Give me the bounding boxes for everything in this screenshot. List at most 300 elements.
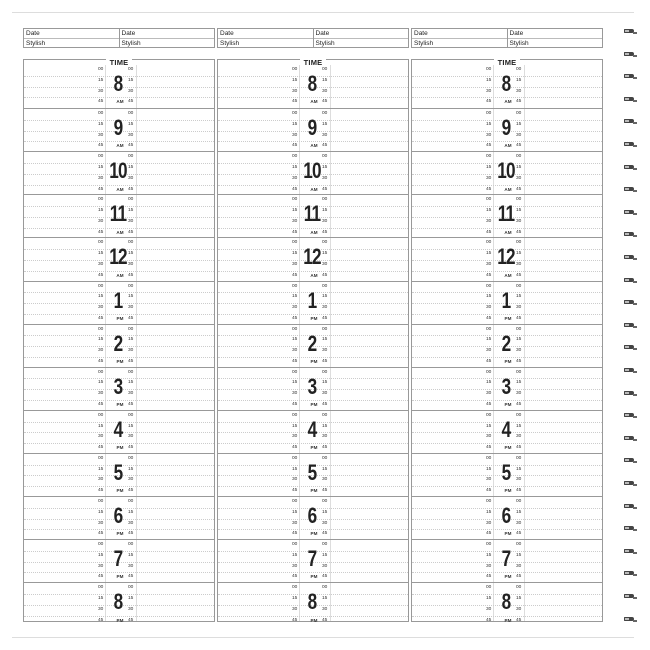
minute-label-right: 00 <box>128 499 134 504</box>
hour-number: 1 <box>501 287 511 313</box>
hour-number: 10 <box>497 158 515 184</box>
minute-label-left: 30 <box>292 391 298 397</box>
hour-block[interactable] <box>218 410 408 453</box>
ring-hole <box>625 30 629 32</box>
hour-block[interactable] <box>412 281 602 324</box>
quarter-line <box>412 529 602 530</box>
time-label: TIME <box>494 59 520 67</box>
binding-ring <box>624 525 636 533</box>
hour-number: 10 <box>109 158 127 184</box>
hour-number: 6 <box>113 503 123 528</box>
minute-label-left: 00 <box>98 154 104 160</box>
minute-label-left: 45 <box>292 445 298 451</box>
ring-tip <box>633 235 637 237</box>
hour-number: 8 <box>501 589 511 615</box>
minute-label-right: 30 <box>516 132 522 138</box>
minute-label-left: 15 <box>98 595 104 601</box>
minute-label-left: 45 <box>486 358 492 364</box>
quarter-line <box>24 271 214 272</box>
minute-label-right: 00 <box>322 154 328 160</box>
ring-hole <box>625 527 629 529</box>
minute-label-right: 15 <box>322 164 328 170</box>
minute-label-left: 15 <box>292 208 298 214</box>
hour-block[interactable] <box>412 324 602 367</box>
minute-label-left: 00 <box>486 283 492 289</box>
minute-label-right: 15 <box>322 337 328 343</box>
hour-number: 2 <box>307 330 317 356</box>
binding-ring <box>624 164 636 172</box>
minute-label-left: 15 <box>486 552 492 558</box>
hour-block[interactable] <box>24 410 214 453</box>
minute-label-right: 15 <box>322 595 328 601</box>
period-label: AM <box>504 229 512 235</box>
hour-number: 1 <box>113 287 123 313</box>
period-label: PM <box>504 617 512 623</box>
hour-number: 2 <box>501 330 511 356</box>
minute-label-right: 00 <box>322 499 328 504</box>
date-field[interactable]: Date <box>26 30 40 37</box>
minute-label-right: 15 <box>516 423 522 429</box>
binding-ring <box>624 593 636 601</box>
minute-label-left: 15 <box>486 208 492 214</box>
hour-block[interactable] <box>412 496 602 539</box>
stylist-field[interactable]: Stylish <box>508 38 603 48</box>
minute-label-right: 30 <box>128 606 134 612</box>
minute-label-left: 00 <box>292 197 298 203</box>
minute-label-right: 30 <box>322 391 328 397</box>
minute-label-right: 30 <box>128 520 134 526</box>
period-label: AM <box>504 99 512 105</box>
minute-label-left: 15 <box>292 121 298 127</box>
ring-tip <box>633 507 637 509</box>
minute-label-left: 30 <box>486 520 492 526</box>
hour-block[interactable] <box>24 237 214 280</box>
hour-block[interactable] <box>412 108 602 151</box>
minute-label-right: 30 <box>322 261 328 267</box>
hour-number: 5 <box>501 459 511 485</box>
minute-label-right: 15 <box>322 552 328 558</box>
quarter-line <box>218 357 408 358</box>
ring-hole <box>625 550 629 552</box>
hour-block[interactable] <box>412 151 602 194</box>
hour-block[interactable] <box>412 539 602 582</box>
minute-label-right: 30 <box>322 132 328 138</box>
ring-tip <box>633 348 637 350</box>
minute-label-left: 15 <box>98 251 104 257</box>
minute-label-left: 15 <box>292 294 298 300</box>
minute-label-left: 30 <box>292 563 298 569</box>
binding-ring <box>624 616 636 624</box>
hour-block[interactable] <box>218 582 408 625</box>
minute-label-right: 30 <box>128 477 134 483</box>
minute-label-right: 30 <box>516 391 522 397</box>
minute-label-right: 15 <box>516 552 522 558</box>
hour-block[interactable] <box>412 194 602 237</box>
minute-label-right: 45 <box>516 186 522 192</box>
hour-block[interactable] <box>218 108 408 151</box>
quarter-line <box>24 228 214 229</box>
hour-block[interactable] <box>24 324 214 367</box>
stylist-field[interactable]: Stylish <box>120 38 215 48</box>
minute-label-left: 00 <box>292 369 298 375</box>
minute-label-left: 00 <box>486 111 492 117</box>
ring-hole <box>625 53 629 55</box>
quarter-line <box>412 314 602 315</box>
minute-label-right: 00 <box>516 197 522 203</box>
minute-label-right: 15 <box>128 164 134 170</box>
quarter-line <box>24 443 214 444</box>
quarter-line <box>412 271 602 272</box>
minute-label-left: 00 <box>292 67 298 72</box>
minute-label-left: 45 <box>486 617 492 623</box>
minute-label-left: 15 <box>486 77 492 83</box>
minute-label-right: 00 <box>322 283 328 289</box>
quarter-line <box>218 185 408 186</box>
hour-block[interactable] <box>218 65 408 108</box>
hour-block[interactable] <box>218 237 408 280</box>
minute-label-left: 30 <box>292 434 298 440</box>
minute-label-right: 00 <box>128 67 134 72</box>
quarter-line <box>24 141 214 142</box>
minute-label-left: 00 <box>98 326 104 332</box>
minute-label-left: 30 <box>98 606 104 612</box>
minute-label-right: 00 <box>516 283 522 289</box>
minute-label-left: 45 <box>292 574 298 580</box>
hour-block[interactable] <box>412 65 602 108</box>
minute-label-right: 45 <box>516 315 522 321</box>
ring-tip <box>633 484 637 486</box>
minute-label-left: 15 <box>98 423 104 429</box>
hour-block[interactable] <box>412 410 602 453</box>
stylist-field[interactable]: Stylish <box>412 38 507 48</box>
ring-tip <box>633 258 637 260</box>
minute-label-left: 15 <box>292 380 298 386</box>
minute-label-right: 30 <box>128 348 134 354</box>
minute-label-left: 30 <box>486 88 492 94</box>
ring-hole <box>625 618 629 620</box>
ring-hole <box>625 279 629 281</box>
minute-label-right: 00 <box>128 111 134 117</box>
minute-label-left: 30 <box>292 348 298 354</box>
hour-block[interactable] <box>24 281 214 324</box>
minute-label-right: 45 <box>128 445 134 451</box>
hour-block[interactable] <box>218 281 408 324</box>
quarter-line <box>412 443 602 444</box>
minute-label-left: 00 <box>292 585 298 591</box>
minute-label-left: 15 <box>292 552 298 558</box>
minute-label-left: 30 <box>486 434 492 440</box>
period-label: PM <box>504 402 512 407</box>
minute-label-left: 45 <box>292 358 298 364</box>
quarter-line <box>412 400 602 401</box>
minute-label-right: 15 <box>128 423 134 429</box>
minute-label-left: 45 <box>292 186 298 192</box>
minute-label-right: 30 <box>516 88 522 94</box>
hour-number: 8 <box>113 589 123 615</box>
minute-label-left: 15 <box>98 509 104 515</box>
period-label: AM <box>116 143 124 149</box>
minute-label-left: 45 <box>292 229 298 235</box>
minute-label-right: 30 <box>516 606 522 612</box>
date-field[interactable]: Date <box>509 30 524 37</box>
minute-label-right: 30 <box>128 563 134 569</box>
minute-label-right: 15 <box>516 294 522 300</box>
minute-label-right: 30 <box>516 477 522 483</box>
minute-label-left: 30 <box>486 305 492 311</box>
minute-label-right: 00 <box>322 455 328 461</box>
hour-number: 9 <box>307 115 317 141</box>
minute-label-right: 45 <box>516 531 522 537</box>
minute-label-left: 45 <box>98 99 104 105</box>
minute-label-left: 45 <box>486 229 492 235</box>
hour-block[interactable] <box>24 194 214 237</box>
hour-number: 11 <box>497 201 515 227</box>
minute-label-right: 45 <box>516 402 522 407</box>
minute-label-left: 15 <box>486 294 492 300</box>
minute-label-right: 15 <box>322 77 328 83</box>
minute-label-left: 45 <box>486 402 492 407</box>
minute-label-right: 30 <box>516 563 522 569</box>
hour-block[interactable] <box>218 539 408 582</box>
minute-label-right: 00 <box>128 240 134 246</box>
hour-block[interactable] <box>24 151 214 194</box>
header-left-column <box>412 29 507 47</box>
hour-block[interactable] <box>412 582 602 625</box>
minute-label-right: 30 <box>322 348 328 354</box>
quarter-line <box>218 97 408 98</box>
period-label: PM <box>504 445 512 451</box>
minute-label-left: 45 <box>98 617 104 623</box>
hour-block[interactable] <box>218 367 408 410</box>
period-label: PM <box>116 488 124 494</box>
minute-label-right: 15 <box>516 380 522 386</box>
minute-label-right: 00 <box>322 585 328 591</box>
hour-block[interactable] <box>412 367 602 410</box>
hour-block[interactable] <box>412 237 602 280</box>
hour-block[interactable] <box>24 539 214 582</box>
stylist-field[interactable]: Stylish <box>24 38 119 48</box>
binding-ring <box>624 73 636 81</box>
minute-label-right: 15 <box>322 251 328 257</box>
hour-block[interactable] <box>218 453 408 496</box>
minute-label-left: 45 <box>98 229 104 235</box>
binding-ring <box>624 412 636 420</box>
hour-block[interactable] <box>24 108 214 151</box>
minute-label-left: 30 <box>98 218 104 224</box>
minute-label-left: 00 <box>486 197 492 203</box>
hour-block[interactable] <box>24 453 214 496</box>
period-label: PM <box>116 531 124 537</box>
minute-label-left: 00 <box>98 585 104 591</box>
schedule-column <box>411 59 603 622</box>
ring-hole <box>625 233 629 235</box>
date-field[interactable]: Date <box>315 30 330 37</box>
minute-label-right: 00 <box>128 369 134 375</box>
minute-label-right: 30 <box>128 305 134 311</box>
ring-hole <box>625 482 629 484</box>
minute-label-right: 30 <box>128 88 134 94</box>
minute-label-right: 45 <box>128 229 134 235</box>
hour-block[interactable] <box>24 496 214 539</box>
minute-label-right: 45 <box>516 272 522 278</box>
minute-label-right: 15 <box>322 509 328 515</box>
minute-label-right: 45 <box>128 531 134 537</box>
minute-label-right: 15 <box>128 251 134 257</box>
minute-label-left: 45 <box>292 143 298 149</box>
minute-label-left: 00 <box>98 67 104 72</box>
stylist-field[interactable]: Stylish <box>218 38 313 48</box>
ring-hole <box>625 437 629 439</box>
date-field[interactable]: Date <box>414 30 428 37</box>
minute-label-left: 00 <box>486 154 492 160</box>
minute-label-left: 45 <box>486 574 492 580</box>
minute-label-right: 45 <box>128 186 134 192</box>
binding-ring <box>624 548 636 556</box>
minute-label-right: 30 <box>322 563 328 569</box>
binding-ring <box>624 96 636 104</box>
period-label: PM <box>310 617 318 623</box>
quarter-line <box>24 314 214 315</box>
hour-block[interactable] <box>218 151 408 194</box>
minute-label-right: 15 <box>516 595 522 601</box>
minute-label-left: 30 <box>98 348 104 354</box>
hour-block[interactable] <box>218 194 408 237</box>
hour-number: 2 <box>113 330 123 356</box>
quarter-line <box>24 400 214 401</box>
period-label: PM <box>310 315 318 321</box>
minute-label-left: 45 <box>292 617 298 623</box>
minute-label-right: 45 <box>322 143 328 149</box>
binding-ring <box>624 570 636 578</box>
binding-ring <box>624 299 636 307</box>
ring-tip <box>633 529 637 531</box>
ring-tip <box>633 394 637 396</box>
hour-number: 7 <box>307 546 317 572</box>
minute-label-left: 45 <box>486 488 492 494</box>
minute-label-right: 45 <box>516 358 522 364</box>
header-box <box>23 28 215 48</box>
minute-label-left: 00 <box>292 154 298 160</box>
header-box <box>411 28 603 48</box>
period-label: PM <box>504 315 512 321</box>
minute-label-left: 00 <box>98 197 104 203</box>
minute-label-left: 30 <box>98 477 104 483</box>
minute-label-left: 15 <box>292 466 298 472</box>
minute-label-left: 30 <box>292 477 298 483</box>
ring-tip <box>633 439 637 441</box>
ring-hole <box>625 595 629 597</box>
minute-label-right: 15 <box>516 337 522 343</box>
period-label: AM <box>504 272 512 278</box>
ring-hole <box>625 505 629 507</box>
minute-label-right: 15 <box>128 466 134 472</box>
minute-label-left: 45 <box>98 574 104 580</box>
minute-label-left: 00 <box>486 412 492 418</box>
ring-tip <box>633 77 637 79</box>
ring-hole <box>625 392 629 394</box>
ring-tip <box>633 281 637 283</box>
hour-block[interactable] <box>412 453 602 496</box>
minute-label-right: 45 <box>322 99 328 105</box>
hour-block[interactable] <box>24 65 214 108</box>
hour-number: 6 <box>307 503 317 528</box>
minute-label-left: 45 <box>98 186 104 192</box>
period-label: PM <box>310 488 318 494</box>
ring-tip <box>633 55 637 57</box>
minute-label-left: 00 <box>98 369 104 375</box>
minute-label-left: 15 <box>486 251 492 257</box>
minute-label-right: 30 <box>128 261 134 267</box>
binding-ring <box>624 209 636 217</box>
minute-label-left: 15 <box>98 121 104 127</box>
minute-label-right: 15 <box>322 466 328 472</box>
minute-label-left: 30 <box>98 261 104 267</box>
minute-label-right: 45 <box>516 445 522 451</box>
minute-label-left: 00 <box>292 455 298 461</box>
minute-label-right: 15 <box>516 208 522 214</box>
quarter-line <box>412 228 602 229</box>
minute-label-right: 30 <box>128 391 134 397</box>
minute-label-right: 45 <box>128 488 134 494</box>
quarter-line <box>412 357 602 358</box>
binding-ring <box>624 186 636 194</box>
minute-label-right: 30 <box>128 218 134 224</box>
ring-tip <box>633 461 637 463</box>
minute-label-left: 30 <box>486 175 492 181</box>
hour-number: 11 <box>303 201 321 227</box>
hour-number: 3 <box>307 373 317 399</box>
ring-hole <box>625 414 629 416</box>
minute-label-right: 30 <box>322 88 328 94</box>
minute-label-right: 00 <box>516 369 522 375</box>
minute-label-right: 15 <box>128 595 134 601</box>
minute-label-right: 00 <box>322 111 328 117</box>
minute-label-left: 15 <box>486 423 492 429</box>
quarter-line <box>412 141 602 142</box>
minute-label-right: 45 <box>128 358 134 364</box>
quarter-line <box>218 271 408 272</box>
minute-label-left: 00 <box>486 455 492 461</box>
minute-label-right: 30 <box>516 520 522 526</box>
minute-label-left: 30 <box>486 563 492 569</box>
minute-label-right: 30 <box>516 218 522 224</box>
hour-block[interactable] <box>218 324 408 367</box>
minute-label-left: 15 <box>292 164 298 170</box>
hour-block[interactable] <box>24 582 214 625</box>
date-field[interactable]: Date <box>220 30 234 37</box>
minute-label-right: 30 <box>322 606 328 612</box>
minute-label-right: 45 <box>322 445 328 451</box>
period-label: AM <box>504 143 512 149</box>
quarter-line <box>412 572 602 573</box>
stylist-field[interactable]: Stylish <box>314 38 409 48</box>
minute-label-right: 45 <box>322 315 328 321</box>
minute-label-right: 00 <box>516 240 522 246</box>
minute-label-left: 30 <box>292 175 298 181</box>
date-field[interactable]: Date <box>121 30 136 37</box>
minute-label-left: 45 <box>98 531 104 537</box>
period-label: AM <box>504 186 512 192</box>
hour-block[interactable] <box>24 367 214 410</box>
ring-tip <box>633 100 637 102</box>
period-label: PM <box>504 488 512 494</box>
hour-block[interactable] <box>218 496 408 539</box>
minute-label-left: 15 <box>486 595 492 601</box>
quarter-line <box>218 400 408 401</box>
minute-label-right: 45 <box>322 574 328 580</box>
binding-ring <box>624 231 636 239</box>
minute-label-left: 00 <box>98 412 104 418</box>
